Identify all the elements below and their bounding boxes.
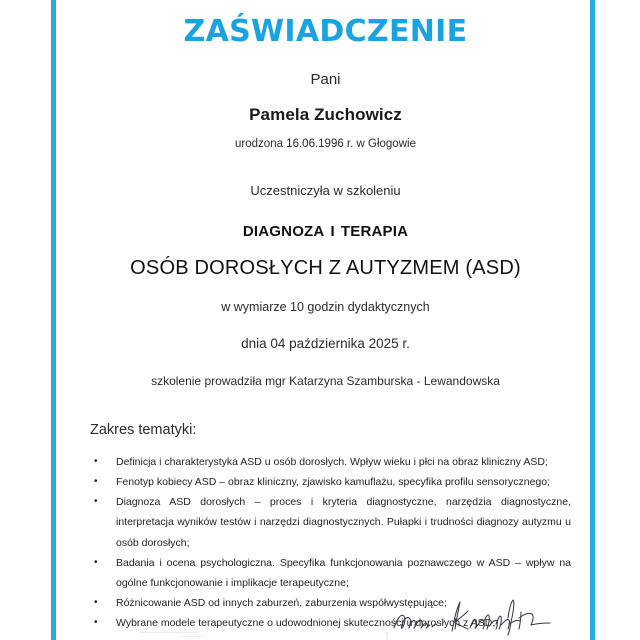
course-title-line-2: OSÓB DOROSŁYCH Z AUTYZMEM (ASD)	[130, 257, 521, 279]
list-item: • Różnicowanie ASD od innych zaburzeń, zaburzenia współwystępujące;	[116, 593, 571, 613]
course-date: dnia 04 października 2025 r.	[241, 336, 410, 351]
list-item: • Wybrane modele terapeutyczne o udowodnionej skuteczności u dorosłych z ASD;	[116, 613, 571, 633]
certificate-content	[56, 0, 595, 640]
list-item: • Fenotyp kobiecy ASD – obraz kliniczny, zjawisko kamuflażu, specyfika profilu sensorycznego;	[116, 472, 571, 492]
trainer-name-line: szkolenie prowadziła mgr Katarzyna Szamburska - Lewandowska	[151, 374, 500, 388]
recipient-birth-info: urodzona 16.06.1996 r. w Głogowie	[235, 138, 416, 150]
certificate-title: ZAŚWIADCZENIE	[183, 14, 468, 49]
scope-heading: Zakres tematyki:	[90, 422, 197, 438]
handwritten-signature-icon	[380, 588, 580, 636]
list-item: • Badania i ocena psychologiczna. Specyfika funkcjonowania poznawczego w ASD – wpływ na ogólne funkcjonowanie i implikacje terapeutyczne;	[116, 553, 571, 593]
salutation-text: Pani	[310, 71, 341, 88]
signature	[380, 588, 580, 636]
list-item: • Diagnoza ASD dorosłych – proces i kryteria diagnostyczne, narzędzia diagnostyczne, interpretacja wyników testów i narzędzi diagnostycznych. Pułapki i trudności diagnozy autyzmu u osób dorosłych;	[116, 492, 571, 552]
stamp-fragment-icon	[380, 630, 396, 640]
participation-statement: Uczestniczyła w szkoleniu	[250, 183, 401, 198]
recipient-name: Pamela Zuchowicz	[249, 105, 402, 124]
bottom-cut-off-text-fragment	[140, 632, 270, 640]
course-hours: w wymiarze 10 godzin dydaktycznych	[221, 300, 430, 314]
list-item: • Definicja i charakterystyka ASD u osób dorosłych. Wpływ wieku i płci na obraz kliniczny ASD;	[116, 452, 571, 472]
course-title-line-1: diagnoza i terapia	[242, 218, 409, 241]
